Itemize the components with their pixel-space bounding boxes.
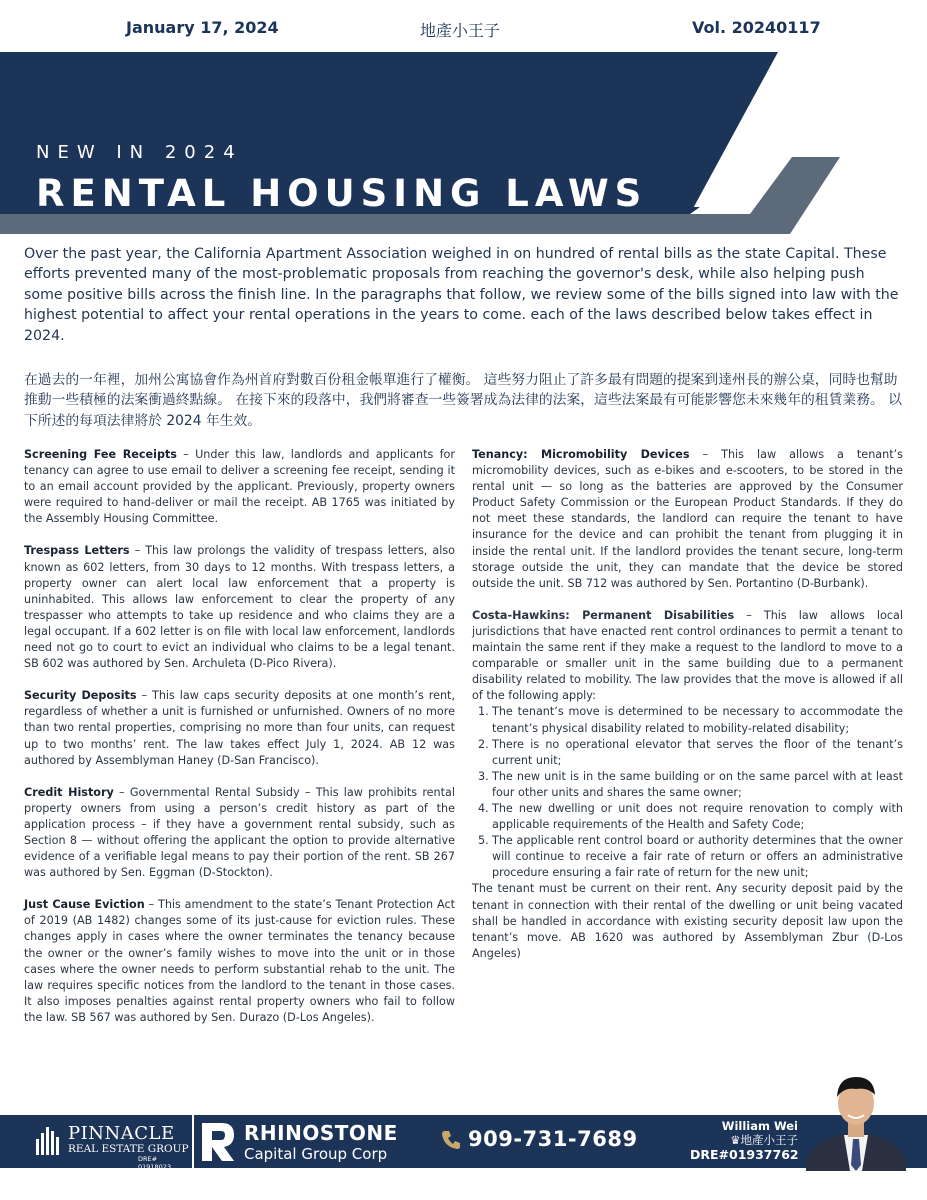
banner-headline: RENTAL HOUSING LAWS [36, 172, 648, 215]
law-trespass-letters [24, 543, 455, 672]
law-title: Just Cause Eviction [24, 898, 145, 912]
pinnacle-name: PINNACLE [68, 1123, 175, 1144]
pinnacle-bars-icon [36, 1125, 64, 1155]
law-text: – This law allows a tenant’s micromobility devices, such as e-bikes and e-scooters, to be stored in the rental unit — so long as the batteries are approved by the Consumer Product Safety Commission or the European Product Standards. If they do not meet these standards, the landlord can require the tenant to have insurance for the device and can prohibit the tenant from plugging it in inside the rental unit. If the landlord provides the tenant secure, long-term storage outside the unit, they can mandate that the device be stored outside the unit. SB 712 was authored by Sen. Portantino (D-Burbank). [472, 448, 903, 590]
list-item [472, 737, 903, 769]
law-title: Costa-Hawkins: Permanent Disabilities [472, 608, 735, 622]
law-text: – This law caps security deposits at one month’s rent, regardless of whether a unit is furnished or unfurnished. Owners of no more than two rental properties, comprising no more than four units, can request up to two months’ rent. The law takes effect July 1, 2024. AB 12 was authored by Assemblyman Haney (D-San Francisco). [24, 689, 455, 767]
phone-number[interactable]: 909-731-7689 [468, 1127, 638, 1151]
law-screening-fee [24, 447, 455, 527]
law-text: – This law prolongs the validity of trespass letters, also known as 602 letters, from 30 days to 12 months. With trespass letters, a property owner can alert local law enforcement that a property is uninhabited. This allows law enforcement to clear the property of any trespasser who attempts to take up residence and who claims they are a legal occupant. If a 602 letter is on file with local law enforcement, landlords need not go to court to evict an individual who claims to be a legal tenant. SB 602 was authored by Sen. Archuleta (D-Pico Rivera). [24, 544, 455, 671]
crown-icon: ♛ [730, 1133, 741, 1147]
pinnacle-logo [22, 1115, 194, 1171]
agent-brand [690, 1133, 798, 1147]
law-closing: The tenant must be current on their rent. Any security deposit paid by the tenant in connection with their rental of the dwelling or unit being vacated shall be handled in accordance with existing security deposit law upon the tenant’s move. AB 1620 was authored by Assemblyman Zbur (D-Los Angeles) [472, 882, 903, 960]
list-text: The new dwelling or unit does not require renovation to comply with applicable requirements of the Health and Safety Code; [492, 801, 903, 832]
volume-number: Vol. 20240117 [692, 18, 821, 37]
law-security-deposits [24, 688, 455, 768]
agent-dre: DRE#01937762 [690, 1147, 799, 1162]
law-micromobility [472, 447, 903, 592]
conditions-list [472, 704, 903, 881]
law-title: Credit History [24, 785, 114, 799]
list-number: 5. [478, 834, 489, 848]
law-title: Trespass Letters [24, 544, 130, 558]
list-text: There is no operational elevator that serves the floor of the tenant’s current unit; [492, 737, 903, 767]
law-title: Security Deposits [24, 689, 137, 703]
pinnacle-dre: DRE# 01918023 [138, 1155, 172, 1171]
agent-info [690, 1119, 798, 1163]
pinnacle-subtitle: REAL ESTATE GROUP [68, 1143, 189, 1155]
law-just-cause-eviction [24, 897, 455, 1026]
list-number: 4. [478, 801, 489, 815]
law-text: – This amendment to the state’s Tenant Protection Act of 2019 (AB 1482) changes some of its just-cause for eviction rules. These changes apply in cases where the owner terminates the tenancy because the owner or the owner’s family wishes to move into the unit or in those cases where the owner needs to perform substantial rehab to the unit. The law requires specific notices from the landlord to the tenant in those cases. It also imposes penalties against rental property owners who fail to follow the law. SB 567 was authored by Sen. Durazo (D-Los Angeles). [24, 898, 455, 1024]
list-number: 2. [478, 737, 489, 751]
law-text: – This law allows local jurisdictions that have enacted rent control ordinances to permit a tenant to maintain the same rent if they make a request to the landlord to move to a comparable or smaller unit in the same building due to a permanent disability related to mobility. The law provides that the move is allowed if all of the following apply: [472, 608, 903, 703]
law-title: Screening Fee Receipts [24, 448, 177, 461]
law-title: Tenancy: Micromobility Devices [472, 448, 690, 461]
top-bar [0, 0, 927, 52]
list-item [472, 801, 903, 833]
intro-english: Over the past year, the California Apartment Association weighed in on hundred of rental bills as the state Capital. These efforts prevented many of the most-problematic proposals from reaching the governor's desk, while also helping push some positive bills across the finish line. In the paragraphs that follow, we review some of the bills signed into law with the highest potential to affect your rental operations in the years to come. each of the laws described below takes effect in 2024. [24, 246, 899, 344]
phone-icon [440, 1129, 462, 1151]
issue-date: January 17, 2024 [126, 18, 279, 37]
law-credit-history [24, 785, 455, 882]
agent-name: William Wei [721, 1119, 798, 1133]
footer-bar [0, 1115, 927, 1171]
agent-portrait [806, 1063, 906, 1171]
list-number: 3. [478, 769, 489, 783]
list-text: The tenant’s move is determined to be necessary to accommodate the tenant’s physical disability related to mobility-related disability; [492, 705, 903, 735]
list-text: The new unit is in the same building or on the same parcel with at least four other units and shares the same owner; [492, 769, 903, 799]
list-item [472, 833, 903, 881]
rhinostone-subtitle: Capital Group Corp [244, 1145, 388, 1163]
brand-name: 地產小王子 [420, 21, 501, 40]
right-column [472, 447, 903, 962]
list-text: The applicable rent control board or authority determines that the owner will continue to receive a fair rate of return or offers an administrative procedure ensuring a fair rate of return for the new unit; [492, 834, 903, 880]
rhinostone-name: RHINOSTONE [244, 1121, 398, 1145]
banner-kicker: NEW IN 2024 [36, 142, 243, 163]
rhinostone-logo-icon [200, 1121, 236, 1163]
list-item [472, 704, 903, 736]
left-column [24, 447, 455, 1042]
list-item [472, 769, 903, 801]
title-banner [0, 52, 927, 234]
law-costa-hawkins [472, 608, 903, 705]
law-text: – Governmental Rental Subsidy – This law prohibits rental property owners from using a person’s credit history as part of the application process – if they have a government rental subsidy, such as Section 8 — without offering the applicant the option to provide alternative evidence of a verifiable legal means to pay their portion of the rent. SB 267 was authored by Sen. Eggman (D-Stockton). [24, 785, 455, 880]
intro-chinese: 在過去的一年裡，加州公寓協會作為州首府對數百份租金帳單進行了權衡。 這些努力阻止了許多最有問題的提案到達州長的辦公桌，同時也幫助推動一些積極的法案衝過終點線。 在接下來的段落中，我們將審查一些簽署成為法律的法案，這些法案最有可能影響您未來幾年的租賃業務。 以下所述的每項法律將於 2024 年生效。 [24, 372, 902, 429]
agent-brand-text: 地產小王子 [740, 1133, 798, 1147]
law-text: – Under this law, landlords and applicants for tenancy can agree to use email to deliver a screening fee receipt, sending it to an email account provided by the applicant. Previously, property owners were required to hand-deliver or mail the receipt. AB 1765 was initiated by the Assembly Housing Committee. [24, 448, 455, 526]
list-number: 1. [478, 705, 489, 719]
